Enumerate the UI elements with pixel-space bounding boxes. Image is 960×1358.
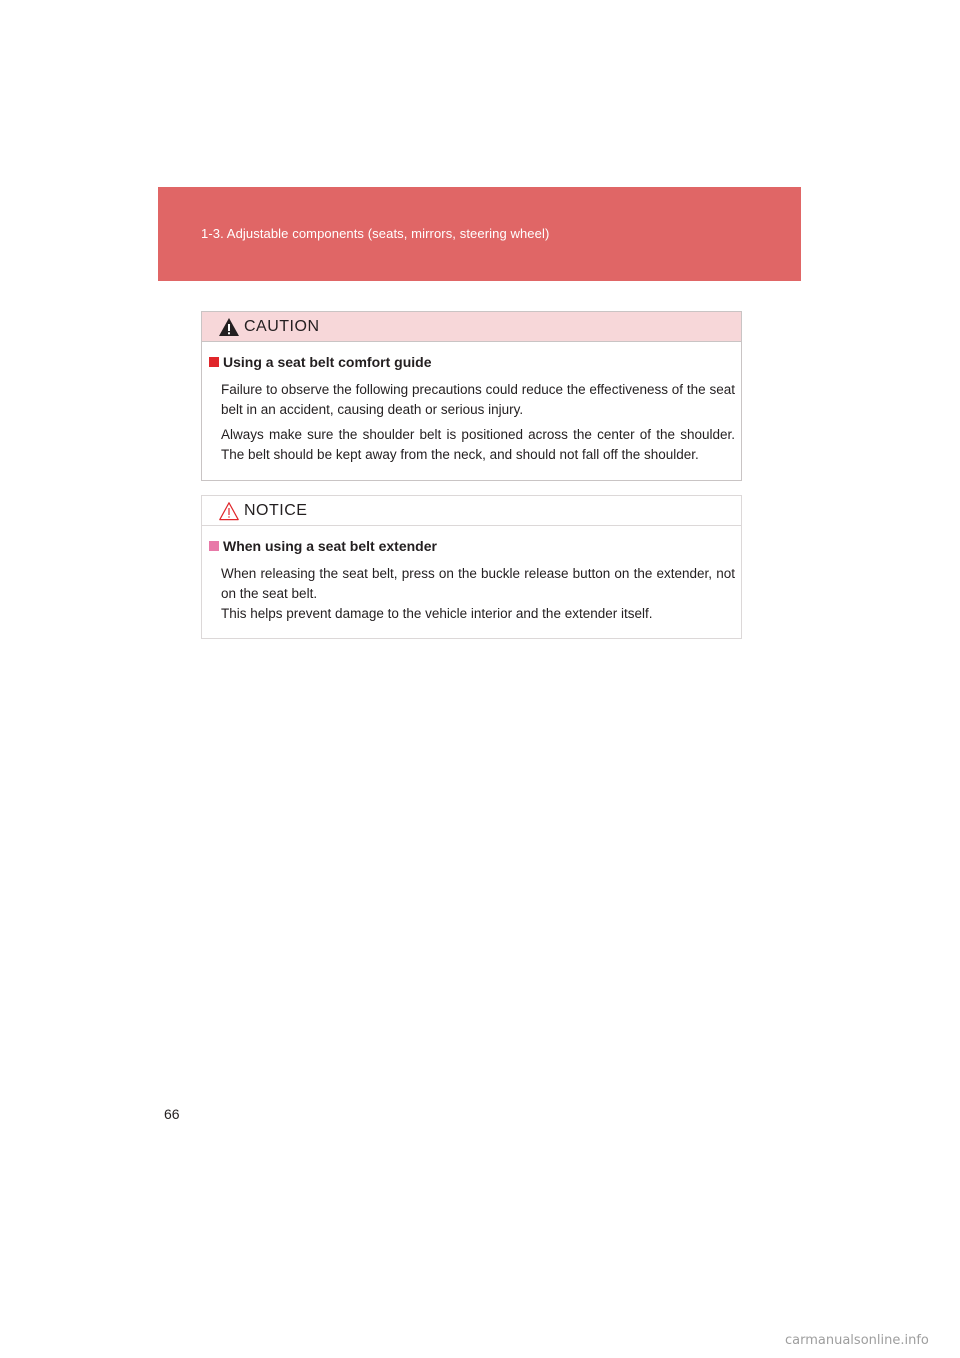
chapter-title: 1-3. Adjustable components (seats, mirrors, steering wheel) [201,226,550,241]
caution-box [201,311,742,481]
caution-header [202,312,741,342]
section-bullet-icon [209,541,219,551]
caution-section-title: Using a seat belt comfort guide [209,354,431,370]
caution-label: CAUTION [244,318,320,335]
notice-line-1: When releasing the seat belt, press on the buckle release button on the extender, not on the seat belt. [221,566,735,601]
chapter-header [158,187,801,281]
page-number: 66 [164,1106,180,1122]
caution-paragraph-1: Failure to observe the following precautions could reduce the effectiveness of the seat belt in an accident, causing death or serious injury. [221,382,735,417]
watermark: carmanualsonline.info [785,1333,929,1348]
caution-paragraph-2: Always make sure the shoulder belt is positioned across the center of the shoulder. The belt should be kept away from the neck, and should not fall off the shoulder. [221,427,735,462]
notice-box [201,495,742,639]
notice-header [202,496,741,526]
notice-line-2: This helps prevent damage to the vehicle interior and the extender itself. [221,606,653,621]
warning-triangle-outline-icon [218,501,240,521]
notice-section-title: When using a seat belt extender [209,538,437,554]
warning-triangle-filled-icon [218,317,240,337]
notice-label: NOTICE [244,502,308,519]
section-bullet-icon [209,357,219,367]
notice-paragraph [221,564,735,624]
